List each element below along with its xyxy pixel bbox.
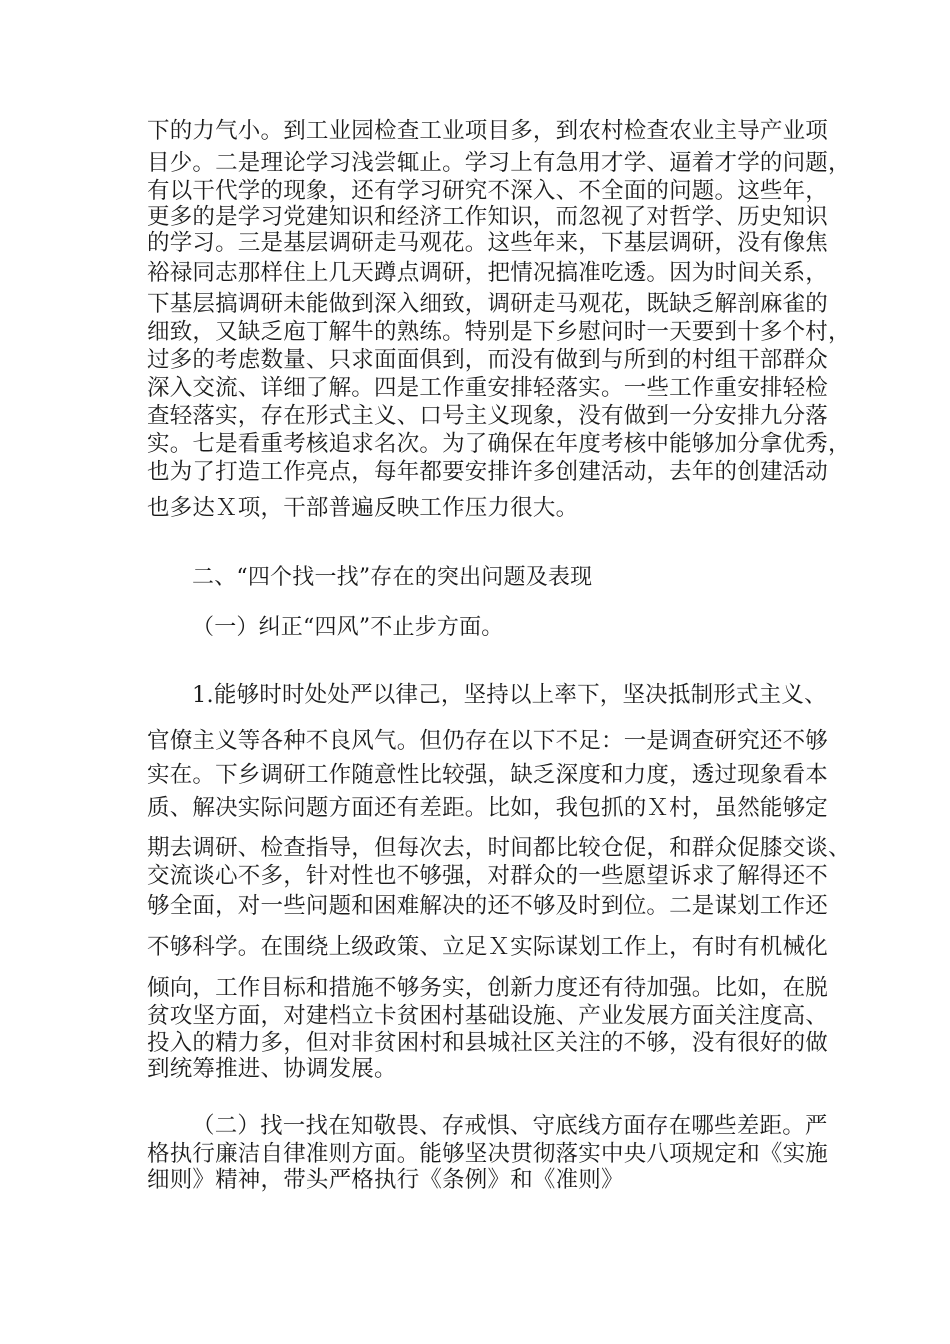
text-line: 质、解决实际问题方面还有差距。比如，我包抓的Ｘ村，虽然能够定	[147, 795, 829, 821]
text-line: 期去调研、检查指导，但每次去，时间都比较仓促，和群众促膝交谈、	[147, 835, 851, 861]
text-line: 格执行廉洁自律准则方面。能够坚决贯彻落实中央八项规定和《实施	[147, 1141, 829, 1167]
text-line: 查轻落实，存在形式主义、口号主义现象，没有做到一分安排九分落	[147, 403, 829, 429]
text-line: 目少。二是理论学习浅尝辄止。学习上有急用才学、逼着才学的问题，	[147, 150, 851, 176]
text-line: 实在。下乡调研工作随意性比较强，缺乏深度和力度，透过现象看本	[147, 762, 829, 788]
text-line: 贫攻坚方面，对建档立卡贫困村基础设施、产业发展方面关注度高、	[147, 1003, 829, 1029]
text-line: 深入交流、详细了解。四是工作重安排轻落实。一些工作重安排轻检	[147, 375, 829, 401]
text-line: 过多的考虑数量、只求面面俱到，而没有做到与所到的村组干部群众	[147, 347, 829, 373]
text-line: 更多的是学习党建知识和经济工作知识，而忽视了对哲学、历史知识	[147, 204, 829, 230]
text-line: 官僚主义等各种不良风气。但仍存在以下不足：一是调查研究还不够	[147, 728, 829, 754]
text-line: 下的力气小。到工业园检查工业项目多，到农村检查农业主导产业项	[147, 118, 829, 144]
text-line: 的学习。三是基层调研走马观花。这些年来，下基层调研，没有像焦	[147, 230, 829, 256]
text-line: 下基层搞调研未能做到深入细致，调研走马观花，既缺乏解剖麻雀的	[147, 291, 829, 317]
text-line: 够全面，对一些问题和困难解决的还不够及时到位。二是谋划工作还	[147, 893, 829, 919]
text-line: 到统筹推进、协调发展。	[147, 1056, 397, 1082]
section-heading: 二、“四个找一找”存在的突出问题及表现	[192, 565, 593, 590]
text-line: 裕禄同志那样住上几天蹲点调研，把情况搞准吃透。因为时间关系，	[147, 260, 829, 286]
text-line: 不够科学。在围绕上级政策、立足Ｘ实际谋划工作上，有时有机械化	[147, 934, 829, 960]
text-line: 细则》精神，带头严格执行《条例》和《准则》	[147, 1167, 624, 1193]
subsection-heading: （一）纠正“四风”不止步方面。	[192, 615, 504, 640]
text-line: 倾向，工作目标和措施不够务实，创新力度还有待加强。比如，在脱	[147, 975, 829, 1001]
text-line: 实。七是看重考核追求名次。为了确保在年度考核中能够加分拿优秀，	[147, 431, 851, 457]
text-line: 1.能够时时处处严以律己，坚持以上率下，坚决抵制形式主义、	[192, 682, 827, 708]
text-line: 也为了打造工作亮点，每年都要安排许多创建活动，去年的创建活动	[147, 459, 829, 485]
text-line: 也多达Ｘ项，干部普遍反映工作压力很大。	[147, 495, 579, 521]
text-line: 交流谈心不多，针对性也不够强，对群众的一些愿望诉求了解得还不	[147, 863, 829, 889]
text-line: 有以干代学的现象，还有学习研究不深入、不全面的问题。这些年，	[147, 178, 829, 204]
text-line: 细致，又缺乏庖丁解牛的熟练。特别是下乡慰问时一天要到十多个村，	[147, 319, 851, 345]
text-line: （二）找一找在知敬畏、存戒惧、守底线方面存在哪些差距。严	[192, 1113, 828, 1139]
text-line: 投入的精力多，但对非贫困村和县城社区关注的不够，没有很好的做	[147, 1030, 829, 1056]
